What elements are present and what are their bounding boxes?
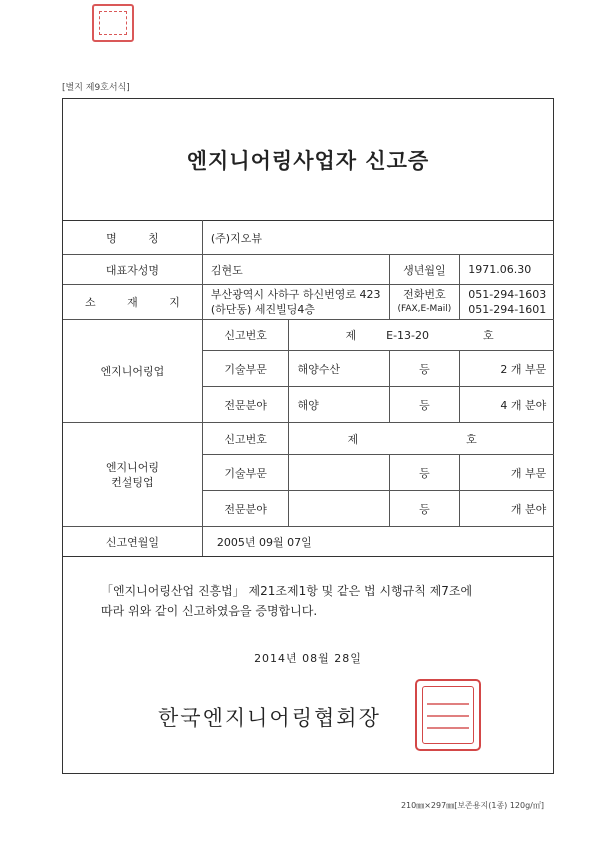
row-report-date — [63, 527, 554, 557]
certificate-frame — [62, 98, 554, 774]
contact-value — [460, 285, 554, 320]
consult-spec-value — [289, 491, 389, 527]
contact-label-sub: (FAX,E-Mail) — [397, 304, 452, 314]
eng-spec-grade: 등 — [389, 387, 460, 423]
contact-label-main: 전화번호 — [403, 288, 446, 301]
certificate-table — [63, 220, 554, 557]
eng-tech-grade: 등 — [389, 351, 460, 387]
row-eng-reg — [63, 320, 554, 351]
consulting-section-label — [63, 423, 202, 527]
top-seal-stamp — [92, 4, 134, 42]
consult-reg-label: 신고번호 — [202, 423, 289, 455]
eng-reg-number — [289, 320, 554, 351]
form-number: [별지 제9호서식] — [62, 83, 130, 93]
consult-tech-value — [289, 455, 389, 491]
consult-tech-label: 기술부문 — [202, 455, 289, 491]
representative-label: 대표자성명 — [63, 255, 202, 285]
row-representative — [63, 255, 554, 285]
certificate-title: 엔지니어링사업자 신고증 — [186, 149, 430, 173]
seal-mark — [427, 715, 469, 717]
consult-reg-suffix: 호 — [466, 432, 477, 446]
phone-number: 051-294-1603 — [468, 288, 547, 301]
consult-spec-label: 전문분야 — [202, 491, 289, 527]
certification-line2: 따라 위와 같이 신고하였음을 증명합니다. — [101, 604, 318, 618]
certification-text — [101, 581, 541, 621]
consult-reg-prefix: 제 — [347, 432, 359, 446]
consult-tech-count: 개 부문 — [460, 455, 554, 491]
issue-date: 2014년 08월 28일 — [254, 652, 362, 665]
engineering-section-label: 엔지니어링업 — [63, 320, 202, 423]
consult-tech-grade: 등 — [389, 455, 460, 491]
paper-spec: 210㎜×297㎜[보존용지(1종) 120g/㎡] — [400, 801, 544, 810]
eng-spec-count: 4 개 분야 — [460, 387, 554, 423]
consult-spec-count: 개 분야 — [460, 491, 554, 527]
eng-reg-suffix: 호 — [483, 329, 494, 342]
official-seal-stamp — [415, 679, 481, 751]
eng-tech-count: 2 개 부문 — [460, 351, 554, 387]
address-label: 소 재 지 — [63, 285, 202, 320]
representative-name: 김현도 — [202, 255, 389, 285]
consulting-label-line2: 컨설팅업 — [111, 475, 154, 489]
address-line1: 부산광역시 사하구 하신번영로 423 — [210, 288, 381, 301]
row-name — [63, 221, 554, 255]
eng-spec-value: 해양 — [289, 387, 389, 423]
report-date: 2005년 09월 07일 — [202, 527, 554, 557]
report-date-label: 신고연월일 — [63, 527, 202, 557]
birth-label: 생년월일 — [389, 255, 460, 285]
birth-date: 1971.06.30 — [460, 255, 554, 285]
row-consult-reg — [63, 423, 554, 455]
certification-line1: 「엔지니어링산업 진흥법」 제21조제1항 및 같은 법 시행규칙 제7조에 — [101, 584, 473, 598]
issuer-name: 한국엔지니어링협회장 — [158, 706, 381, 730]
eng-tech-value: 해양수산 — [289, 351, 389, 387]
eng-reg-code: E-13-20 — [386, 329, 430, 342]
name-label: 명 칭 — [63, 221, 202, 255]
eng-reg-label: 신고번호 — [202, 320, 289, 351]
consulting-label-line1: 엔지니어링 — [105, 460, 159, 474]
seal-mark — [427, 703, 469, 705]
row-address — [63, 285, 554, 320]
address-value — [202, 285, 389, 320]
eng-tech-label: 기술부문 — [202, 351, 289, 387]
seal-mark — [427, 727, 469, 729]
contact-label — [389, 285, 460, 320]
company-name: (주)지오뷰 — [202, 221, 554, 255]
eng-spec-label: 전문분야 — [202, 387, 289, 423]
fax-number: 051-294-1601 — [468, 303, 547, 316]
eng-reg-prefix: 제 — [345, 329, 357, 342]
consult-reg-number — [289, 423, 554, 455]
address-line2: (하단동) 세진빌딩4층 — [210, 303, 315, 316]
consult-spec-grade: 등 — [389, 491, 460, 527]
